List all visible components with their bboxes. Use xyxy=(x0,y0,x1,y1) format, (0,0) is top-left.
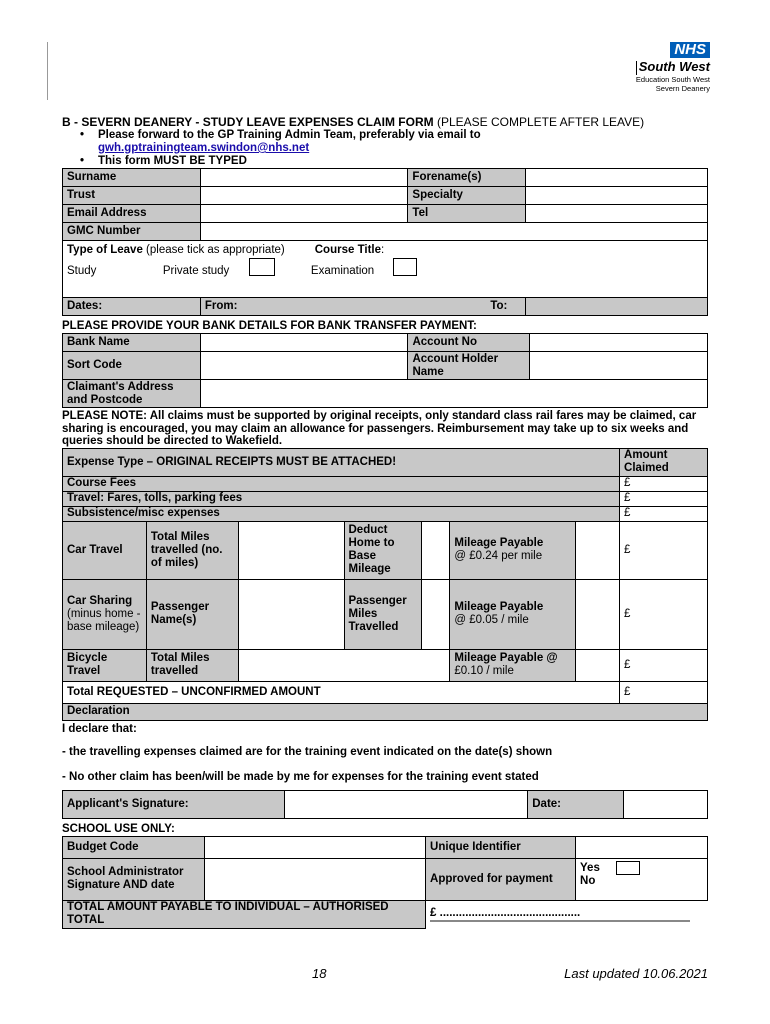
passenger-names-field[interactable] xyxy=(238,579,344,649)
date-label: Date: xyxy=(528,790,624,818)
amount-claimed-header: Amount Claimed xyxy=(620,448,708,476)
account-holder-field[interactable] xyxy=(530,352,708,380)
total-authorised-value: £ ............................................ xyxy=(430,907,690,922)
budget-code-field[interactable] xyxy=(204,836,425,858)
unique-id-label: Unique Identifier xyxy=(426,836,576,858)
account-no-label: Account No xyxy=(408,334,530,352)
car-mileage-payable: Mileage Payable @ £0.24 per mile xyxy=(450,521,576,579)
bank-name-label: Bank Name xyxy=(63,334,201,352)
form-title: B - SEVERN DEANERY - STUDY LEAVE EXPENSES CLAIM FORM (PLEASE COMPLETE AFTER LEAVE) xyxy=(62,115,645,129)
expenses-table xyxy=(62,448,708,721)
to-field[interactable]: To: xyxy=(526,298,708,316)
trust-label: Trust xyxy=(63,187,201,205)
deduct-field[interactable] xyxy=(422,521,450,579)
email-link[interactable]: gwh.gptrainingteam.swindon@nhs.net xyxy=(98,142,310,154)
course-fees-label: Course Fees xyxy=(63,476,620,491)
instructions xyxy=(62,129,708,168)
surname-label: Surname xyxy=(63,169,201,187)
bank-details-table xyxy=(62,333,708,408)
bank-heading: PLEASE PROVIDE YOUR BANK DETAILS FOR BANK TRANSFER PAYMENT: xyxy=(62,320,477,332)
instruction-typed: • This form MUST BE TYPED xyxy=(80,155,708,168)
no-option: No xyxy=(580,874,596,887)
account-holder-label: Account Holder Name xyxy=(408,352,530,380)
total-authorised-field[interactable] xyxy=(426,900,708,928)
account-no-field[interactable] xyxy=(530,334,708,352)
car-travel-label: Car Travel xyxy=(63,521,147,579)
approved-label: Approved for payment xyxy=(426,858,576,900)
bicycle-miles-field[interactable] xyxy=(238,649,450,681)
signature-table xyxy=(62,790,708,819)
signature-field[interactable] xyxy=(284,790,528,818)
date-field[interactable] xyxy=(624,790,708,818)
school-table xyxy=(62,836,708,929)
type-of-leave-cell: Type of Leave (please tick as appropriate) Course Title: Study Private study Examination xyxy=(63,241,708,298)
share-mileage-payable: Mileage Payable @ £0.05 / mile xyxy=(450,579,576,649)
car-sharing-amount[interactable]: £ xyxy=(620,579,708,649)
from-field[interactable]: From: xyxy=(200,298,526,316)
yes-checkbox[interactable] xyxy=(616,861,640,875)
study-option: Study xyxy=(67,265,97,277)
bicycle-miles-label: Total Miles travelled xyxy=(146,649,238,681)
last-updated: Last updated 10.06.2021 xyxy=(564,966,708,981)
sort-code-label: Sort Code xyxy=(63,352,201,380)
dates-label: Dates: xyxy=(63,298,201,316)
bicycle-amount[interactable]: £ xyxy=(620,649,708,681)
deduct-label: Deduct Home to Base Mileage xyxy=(344,521,422,579)
sort-code-field[interactable] xyxy=(200,352,408,380)
travel-label: Travel: Fares, tolls, parking fees xyxy=(63,491,620,506)
admin-signature-label: School Administrator Signature AND date xyxy=(63,858,205,900)
email-label: Email Address xyxy=(63,205,201,223)
school-heading: SCHOOL USE ONLY: xyxy=(62,822,175,835)
car-sharing-label: Car Sharing (minus home - base mileage) xyxy=(63,579,147,649)
bank-name-field[interactable] xyxy=(200,334,408,352)
car-payable-field[interactable] xyxy=(576,521,620,579)
car-travel-amount[interactable]: £ xyxy=(620,521,708,579)
address-field[interactable] xyxy=(200,380,707,408)
tel-label: Tel xyxy=(408,205,526,223)
trust-field[interactable] xyxy=(200,187,408,205)
admin-signature-field[interactable] xyxy=(204,858,425,900)
declaration-intro: I declare that: xyxy=(62,722,137,735)
bicycle-label: Bicycle Travel xyxy=(63,649,147,681)
passenger-names-label: Passenger Name(s) xyxy=(146,579,238,649)
unique-id-field[interactable] xyxy=(576,836,708,858)
logo-region: South West xyxy=(638,59,710,74)
subsistence-label: Subsistence/misc expenses xyxy=(63,506,620,521)
travel-amount[interactable]: £ xyxy=(620,491,708,506)
total-authorised-label: TOTAL AMOUNT PAYABLE TO INDIVIDUAL – AUTHORISED TOTAL xyxy=(63,900,426,928)
instruction-forward: • Please forward to the GP Training Admin Team, preferably via email to gwh.gptrainingteam.swindon@nhs.net xyxy=(80,129,708,155)
approval-options xyxy=(576,858,708,900)
subsistence-amount[interactable]: £ xyxy=(620,506,708,521)
email-field[interactable] xyxy=(200,205,408,223)
gmc-field[interactable] xyxy=(200,223,707,241)
expense-type-header: Expense Type – ORIGINAL RECEIPTS MUST BE ATTACHED! xyxy=(63,448,620,476)
personal-details-table xyxy=(62,168,708,316)
declaration-line2: - No other claim has been/will be made by me for expenses for the training event stated xyxy=(62,770,539,783)
course-fees-amount[interactable]: £ xyxy=(620,476,708,491)
margin-line xyxy=(47,42,48,100)
budget-code-label: Budget Code xyxy=(63,836,205,858)
signature-label: Applicant's Signature: xyxy=(63,790,285,818)
nhs-brand: NHS xyxy=(670,42,710,58)
bicycle-payable-field[interactable] xyxy=(576,649,620,681)
specialty-field[interactable] xyxy=(526,187,708,205)
car-miles-field[interactable] xyxy=(238,521,344,579)
form-content xyxy=(62,115,708,929)
total-requested-amount[interactable]: £ xyxy=(620,681,708,703)
surname-field[interactable] xyxy=(200,169,408,187)
tel-field[interactable] xyxy=(526,205,708,223)
logo-line2: Severn Deanery xyxy=(655,83,710,93)
declaration-line1: - the travelling expenses claimed are for the training event indicated on the date(s) shown xyxy=(62,745,553,758)
passenger-miles-field[interactable] xyxy=(422,579,450,649)
examination-option: Examination xyxy=(310,265,375,277)
nhs-logo xyxy=(636,42,710,93)
claims-note: PLEASE NOTE: All claims must be supported by original receipts, only standard class rail fares may be claimed, car sharing is encouraged, you may claim an allowance for passengers. Reimbursement may take up to six weeks and queries should be directed to Wakefield. xyxy=(62,410,697,447)
total-miles-no-label: Total Miles travelled (no. of miles) xyxy=(146,521,238,579)
share-payable-field[interactable] xyxy=(576,579,620,649)
page-number: 18 xyxy=(312,966,327,981)
examination-checkbox[interactable] xyxy=(393,258,417,276)
forename-label: Forename(s) xyxy=(408,169,526,187)
declaration-header: Declaration xyxy=(63,703,708,720)
specialty-label: Specialty xyxy=(408,187,526,205)
bicycle-mileage-payable: Mileage Payable @ £0.10 / mile xyxy=(450,649,576,681)
logo-line1: Education South West xyxy=(635,74,710,84)
total-requested-label: Total REQUESTED – UNCONFIRMED AMOUNT xyxy=(63,681,620,703)
yes-option: Yes xyxy=(580,861,600,874)
gmc-label: GMC Number xyxy=(63,223,201,241)
address-label: Claimant's Address and Postcode xyxy=(63,380,201,408)
forename-field[interactable] xyxy=(526,169,708,187)
private-study-option: Private study xyxy=(162,265,230,277)
passenger-miles-label: Passenger Miles Travelled xyxy=(344,579,422,649)
private-study-checkbox[interactable] xyxy=(249,258,275,276)
